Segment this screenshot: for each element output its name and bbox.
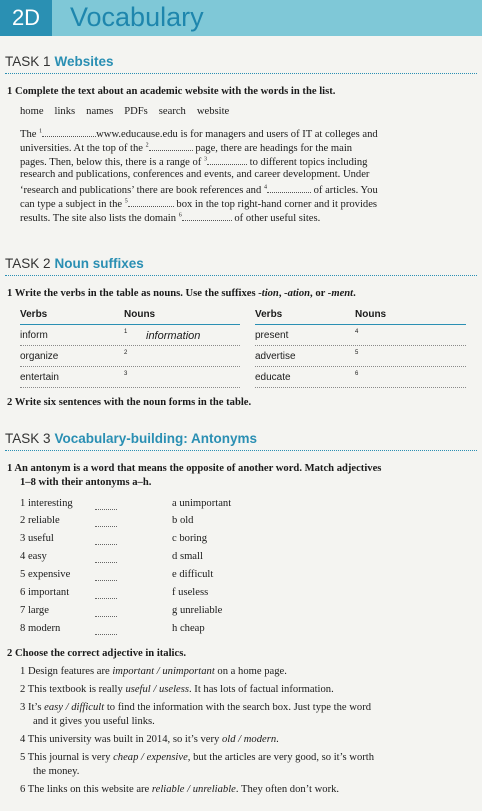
word-item: PDFs [124, 106, 148, 117]
task2-instruction [7, 288, 356, 299]
gap-number: 3 [203, 156, 207, 163]
antonym-item: e difficult [172, 569, 214, 580]
sentence-continuation: the money. [33, 766, 80, 777]
text-fragment: 1 Design features are [20, 666, 113, 677]
adjective-item: 3 useful [20, 533, 54, 544]
sentence-item [20, 752, 374, 763]
sentence-continuation: and it gives you useful links. [33, 716, 155, 727]
table-verb: present [255, 330, 289, 341]
adjective-item: 7 large [20, 605, 49, 616]
task1-text-line [20, 127, 378, 140]
adjective-choice[interactable]: easy / difficult [44, 702, 105, 713]
gap-number: 1 [39, 128, 43, 135]
table-row-rule [20, 366, 240, 367]
word-item: links [54, 106, 76, 117]
task3-instruction-1: 1 An antonym is a word that means the opposite of another word. Match adjectives [7, 463, 382, 474]
suffix: -tion [258, 288, 279, 299]
antonym-item: f useless [172, 587, 209, 598]
match-blank[interactable] [95, 598, 117, 599]
adjective-item: 6 important [20, 587, 70, 598]
task1-name: Websites [54, 54, 114, 69]
table-header-nouns: Nouns [124, 309, 156, 320]
task1-text-line [20, 183, 378, 196]
gap-number: 6 [355, 371, 359, 377]
adjective-item: 5 expensive [20, 569, 71, 580]
table-header-rule [20, 324, 240, 325]
adjective-choice[interactable]: reliable / unreliable [151, 784, 236, 795]
text-fragment: 3 It’s [20, 702, 45, 713]
text-fragment: , or [310, 288, 328, 299]
word-item: names [86, 106, 114, 117]
text-fragment: box in the top right-hand corner and it provides [176, 199, 378, 210]
gap-blank[interactable] [267, 183, 311, 193]
antonym-item: d small [172, 551, 203, 562]
text-fragment: to find the information with the search box. Just type the word [104, 702, 372, 713]
sentence-item [20, 784, 339, 795]
table-row-rule [20, 387, 240, 388]
text-fragment: The [20, 129, 37, 140]
task1-text-line [20, 155, 367, 168]
match-blank[interactable] [95, 544, 117, 545]
task2-divider [5, 275, 477, 276]
task1-text-line: research and publications, conferences and events, and career development. Under [20, 169, 370, 180]
task3-instruction-2: 2 Choose the correct adjective in italics. [7, 648, 186, 659]
unit-header [0, 0, 482, 36]
text-fragment: page, there are headings for the main [195, 143, 353, 154]
gap-blank[interactable] [182, 211, 232, 221]
task3-instruction-1-cont: 1–8 with their antonyms a–h. [20, 477, 152, 488]
gap-blank[interactable] [42, 127, 96, 137]
adjective-item: 1 interesting [20, 498, 73, 509]
antonym-item: a unimportant [172, 498, 232, 509]
text-fragment: of articles. You [313, 185, 378, 196]
antonym-item: c boring [172, 533, 208, 544]
table-header-verbs: Verbs [20, 309, 48, 320]
table-header-rule [255, 324, 466, 325]
task3-name: Vocabulary-building: Antonyms [54, 431, 258, 446]
task1-divider [5, 73, 477, 74]
table-row-rule [255, 387, 466, 388]
text-fragment: of other useful sites. [234, 213, 321, 224]
table-header-verbs: Verbs [255, 309, 283, 320]
task3-label: TASK 3 [5, 431, 51, 446]
match-blank[interactable] [95, 580, 117, 581]
task1-text-line [20, 141, 352, 154]
table-verb: organize [20, 351, 59, 362]
table-header-nouns: Nouns [355, 309, 387, 320]
text-fragment: . [276, 734, 279, 745]
sentence-item [20, 684, 334, 695]
table-row-rule [255, 345, 466, 346]
task1-label: TASK 1 [5, 54, 51, 69]
suffix: -ation [284, 288, 311, 299]
antonym-item: h cheap [172, 623, 205, 634]
text-fragment: can type a subject in the [20, 199, 123, 210]
gap-number: 5 [124, 198, 128, 205]
gap-number: 3 [124, 371, 128, 377]
table-verb: advertise [255, 351, 296, 362]
adjective-item: 8 modern [20, 623, 61, 634]
task1-heading [5, 54, 114, 69]
text-fragment: universities. At the top of the [20, 143, 143, 154]
word-item: search [158, 106, 186, 117]
text-fragment: www.educause.edu is for managers and users of IT at colleges and [96, 129, 378, 140]
table-verb: inform [20, 330, 48, 341]
antonym-item: b old [172, 515, 194, 526]
task1-instruction: 1 Complete the text about an academic website with the words in the list. [7, 86, 336, 97]
text-fragment: 6 The links on this website are [20, 784, 152, 795]
text-fragment: . They often don’t work. [235, 784, 340, 795]
text-fragment: to different topics including [249, 157, 368, 168]
table-noun-answer: information [146, 330, 201, 342]
table-row-rule [255, 366, 466, 367]
gap-blank[interactable] [207, 155, 247, 165]
adjective-choice[interactable]: old / modern [221, 734, 277, 745]
table-verb: entertain [20, 372, 59, 383]
match-blank[interactable] [95, 634, 117, 635]
word-item: website [196, 106, 230, 117]
sentence-item [20, 702, 371, 713]
match-blank[interactable] [95, 562, 117, 563]
match-blank[interactable] [95, 509, 117, 510]
gap-number: 4 [263, 184, 267, 191]
text-fragment: 2 This textbook is really [20, 684, 126, 695]
gap-number: 2 [124, 350, 128, 356]
gap-number: 5 [355, 350, 359, 356]
gap-blank[interactable] [128, 197, 174, 207]
match-blank[interactable] [95, 526, 117, 527]
adjective-choice[interactable]: cheap / expensive [113, 752, 188, 763]
text-fragment: . It has lots of factual information. [189, 684, 334, 695]
task2-name: Noun suffixes [54, 256, 144, 271]
suffix: -ment [327, 288, 354, 299]
text-fragment: , but the articles are very good, so it’s worth [187, 752, 375, 763]
text-fragment: . [353, 288, 356, 299]
adjective-item: 4 easy [20, 551, 47, 562]
task2-instruction-2: 2 Write six sentences with the noun forms in the table. [7, 397, 252, 408]
task1-text-line [20, 211, 320, 224]
text-fragment: on a home page. [214, 666, 287, 677]
task2-heading [5, 256, 144, 271]
gap-number: 2 [145, 142, 149, 149]
word-item: home [20, 106, 44, 117]
sentence-item [20, 734, 279, 745]
text-fragment: ‘research and publications’ there are book references and [20, 185, 262, 196]
gap-number: 4 [355, 329, 359, 335]
table-verb: educate [255, 372, 291, 383]
antonym-item: g unreliable [172, 605, 223, 616]
match-blank[interactable] [95, 616, 117, 617]
unit-title: Vocabulary [70, 2, 204, 32]
task2-label: TASK 2 [5, 256, 51, 271]
text-fragment: 1 Write the verbs in the table as nouns. Use the suffixes [7, 288, 259, 299]
task1-word-list [20, 106, 240, 117]
gap-number: 6 [178, 212, 182, 219]
adjective-item: 2 reliable [20, 515, 60, 526]
task3-divider [5, 450, 477, 451]
text-fragment: 4 This university was built in 2014, so it’s very [20, 734, 222, 745]
text-fragment: results. The site also lists the domain [20, 213, 177, 224]
text-fragment: 5 This journal is very [20, 752, 114, 763]
gap-number: 1 [124, 329, 128, 335]
table-row-rule [20, 345, 240, 346]
task1-text-line [20, 197, 377, 210]
gap-blank[interactable] [149, 141, 193, 151]
text-fragment: , [278, 288, 285, 299]
unit-number: 2D [0, 0, 52, 36]
text-fragment: pages. Then, below this, there is a range of [20, 157, 202, 168]
task3-heading [5, 431, 257, 446]
adjective-choice[interactable]: useful / useless [125, 684, 189, 695]
sentence-item [20, 666, 287, 677]
adjective-choice[interactable]: important / unimportant [112, 666, 215, 677]
